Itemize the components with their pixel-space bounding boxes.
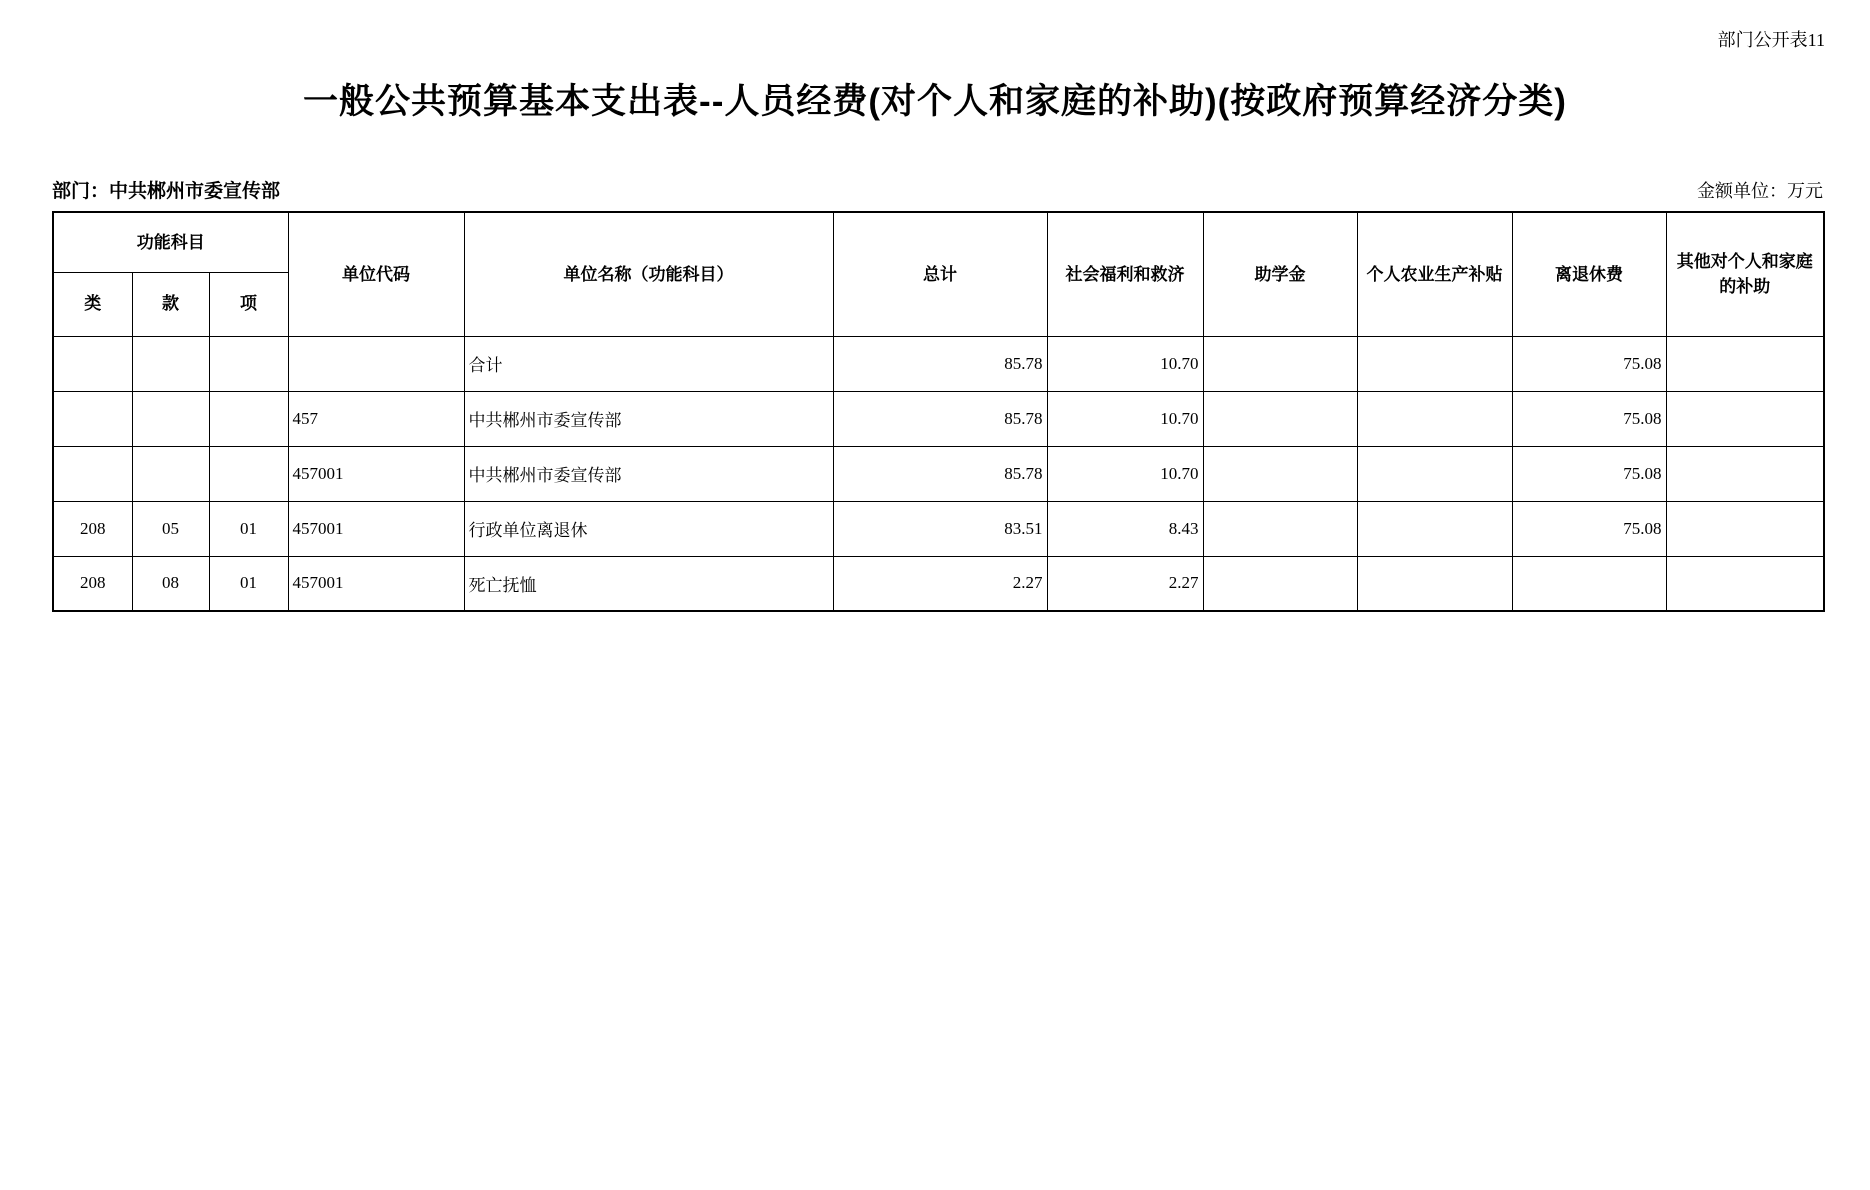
cell-kuan: 08 — [132, 556, 209, 611]
header-other-subsidy: 其他对个人和家庭的补助 — [1666, 212, 1824, 336]
cell-xiang: 01 — [209, 556, 288, 611]
doc-sheet-label: 部门公开表11 — [1717, 30, 1825, 50]
budget-table — [52, 211, 1825, 612]
amount-unit-label: 金额单位：万元 — [1697, 181, 1823, 201]
cell-other-subsidy — [1666, 391, 1824, 446]
cell-total: 85.78 — [833, 446, 1047, 501]
header-grants: 助学金 — [1203, 212, 1357, 336]
header-agri-subsidy: 个人农业生产补贴 — [1357, 212, 1512, 336]
cell-lei — [53, 446, 132, 501]
cell-unit-code: 457001 — [288, 556, 464, 611]
cell-xiang — [209, 391, 288, 446]
cell-retirement: 75.08 — [1512, 336, 1666, 391]
cell-unit-code: 457 — [288, 391, 464, 446]
cell-agri-subsidy — [1357, 556, 1512, 611]
cell-lei — [53, 391, 132, 446]
cell-retirement: 75.08 — [1512, 501, 1666, 556]
header-xiang: 项 — [209, 272, 288, 336]
cell-unit-name: 死亡抚恤 — [464, 556, 833, 611]
cell-total: 2.27 — [833, 556, 1047, 611]
cell-unit-name: 中共郴州市委宣传部 — [464, 446, 833, 501]
meta-row — [52, 176, 1823, 203]
cell-other-subsidy — [1666, 501, 1824, 556]
header-lei: 类 — [53, 272, 132, 336]
header-social-welfare: 社会福利和救济 — [1047, 212, 1203, 336]
cell-lei: 208 — [53, 556, 132, 611]
cell-social-welfare: 10.70 — [1047, 391, 1203, 446]
cell-grants — [1203, 336, 1357, 391]
cell-xiang: 01 — [209, 501, 288, 556]
header-kuan: 款 — [132, 272, 209, 336]
header-row-1 — [53, 212, 1824, 272]
header-retirement: 离退休费 — [1512, 212, 1666, 336]
table-row — [53, 446, 1824, 501]
header-func-subject: 功能科目 — [53, 212, 288, 272]
cell-other-subsidy — [1666, 336, 1824, 391]
cell-xiang — [209, 446, 288, 501]
table-row — [53, 501, 1824, 556]
cell-unit-code: 457001 — [288, 446, 464, 501]
cell-total: 85.78 — [833, 391, 1047, 446]
cell-unit-code: 457001 — [288, 501, 464, 556]
cell-xiang — [209, 336, 288, 391]
cell-lei — [53, 336, 132, 391]
cell-other-subsidy — [1666, 446, 1824, 501]
page-title: 一般公共预算基本支出表--人员经费(对个人和家庭的补助)(按政府预算经济分类) — [303, 82, 1567, 121]
cell-social-welfare: 2.27 — [1047, 556, 1203, 611]
cell-retirement — [1512, 556, 1666, 611]
cell-retirement: 75.08 — [1512, 391, 1666, 446]
cell-grants — [1203, 446, 1357, 501]
cell-agri-subsidy — [1357, 446, 1512, 501]
cell-total: 83.51 — [833, 501, 1047, 556]
cell-agri-subsidy — [1357, 391, 1512, 446]
cell-unit-name: 行政单位离退休 — [464, 501, 833, 556]
table-row — [53, 556, 1824, 611]
cell-agri-subsidy — [1357, 501, 1512, 556]
cell-agri-subsidy — [1357, 336, 1512, 391]
cell-kuan: 05 — [132, 501, 209, 556]
cell-kuan — [132, 446, 209, 501]
cell-unit-name: 合计 — [464, 336, 833, 391]
cell-grants — [1203, 501, 1357, 556]
cell-kuan — [132, 336, 209, 391]
cell-social-welfare: 10.70 — [1047, 446, 1203, 501]
header-total: 总计 — [833, 212, 1047, 336]
cell-other-subsidy — [1666, 556, 1824, 611]
cell-social-welfare: 8.43 — [1047, 501, 1203, 556]
cell-lei: 208 — [53, 501, 132, 556]
header-unit-name: 单位名称（功能科目） — [464, 212, 833, 336]
cell-grants — [1203, 391, 1357, 446]
header-unit-code: 单位代码 — [288, 212, 464, 336]
department-label: 部门：中共郴州市委宣传部 — [52, 181, 281, 202]
table-row — [53, 336, 1824, 391]
cell-unit-code — [288, 336, 464, 391]
cell-retirement: 75.08 — [1512, 446, 1666, 501]
cell-total: 85.78 — [833, 336, 1047, 391]
cell-kuan — [132, 391, 209, 446]
cell-unit-name: 中共郴州市委宣传部 — [464, 391, 833, 446]
cell-social-welfare: 10.70 — [1047, 336, 1203, 391]
cell-grants — [1203, 556, 1357, 611]
table-row — [53, 391, 1824, 446]
